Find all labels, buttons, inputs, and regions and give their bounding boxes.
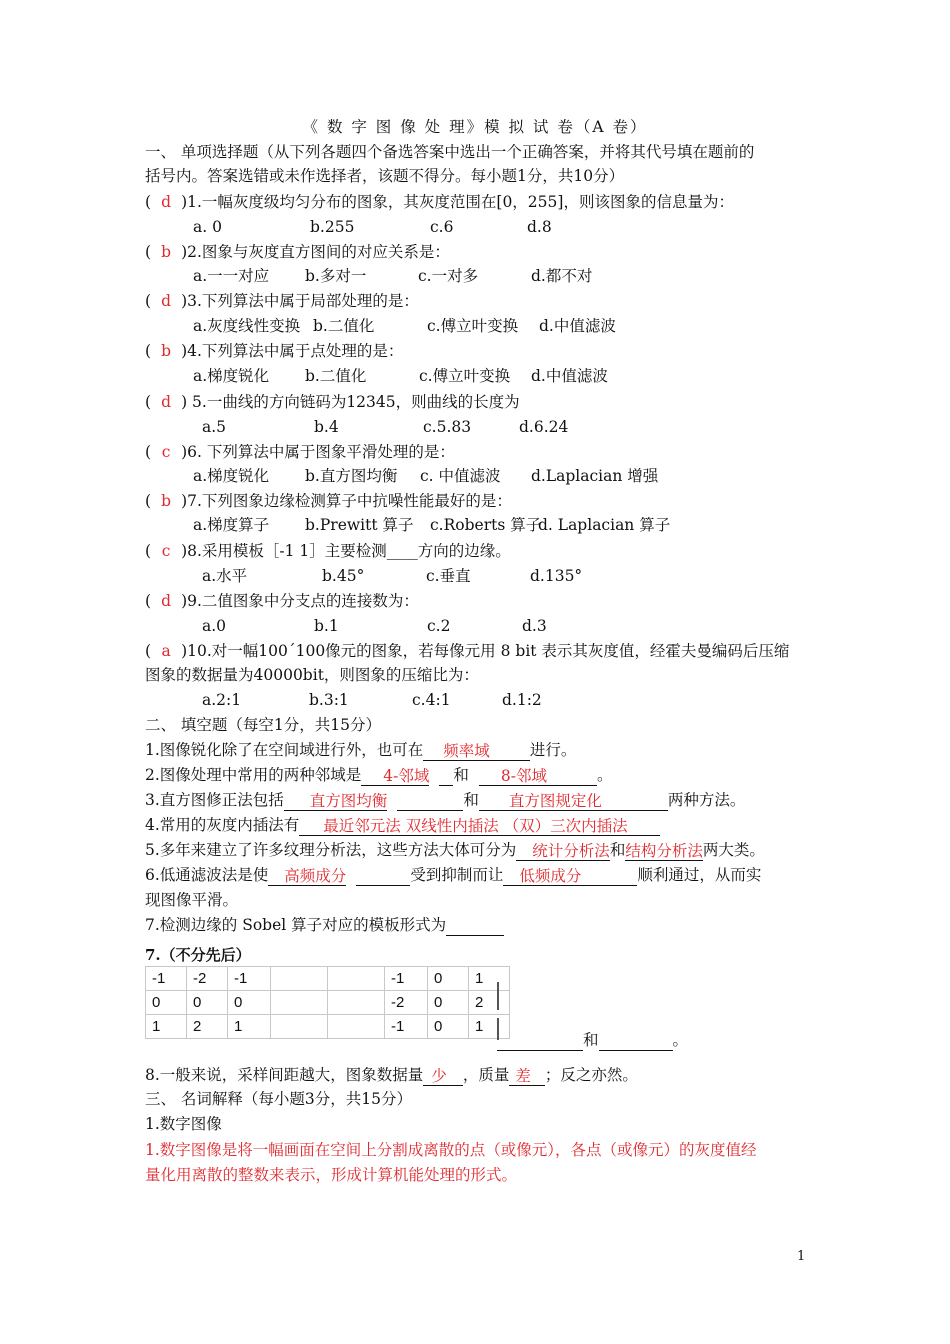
option-c: c.傅立叶变换 [419, 367, 511, 385]
blank-line [531, 1065, 545, 1086]
fill-3-pre: 3.直方图修正法包括 [145, 791, 284, 809]
option-a: a.一一对应 [193, 267, 270, 285]
option-b: b.Prewitt 算子 [305, 516, 414, 534]
fill-8-pre: 8.一般来说，采样间距越大，图象数据量 [145, 1066, 424, 1084]
question-5-text: ) 5.一曲线的方向链码为12345，则曲线的长度为 [181, 393, 520, 411]
fill-1-pre: 1.图像锐化除了在空间域进行外，也可在 [145, 741, 424, 759]
fill-3-answer-2: 直方图规定化 [508, 792, 602, 810]
option-a: a.梯度锐化 [193, 367, 270, 385]
option-c: c.4:1 [412, 691, 451, 709]
matrix-row [146, 1015, 510, 1039]
question-10: ( a )10.对一幅100´100像元的图象，若每像元用 8 bit 表示其灰度值，经霍夫曼编码后压缩 [145, 642, 790, 660]
blank-line [284, 790, 310, 811]
option-b: b.二值化 [305, 367, 367, 385]
term-question-1: 1.数字图像 [145, 1115, 222, 1133]
option-d: d.8 [527, 218, 552, 236]
question-3-text: )3.下列算法中属于局部处理的是： [181, 292, 419, 310]
blank-line [356, 865, 410, 886]
matrix-row [146, 991, 510, 1015]
matrix-empty-cell [328, 967, 385, 991]
answer-8: c [161, 542, 171, 560]
option-d: d.都不对 [531, 267, 593, 285]
option-b: b.直方图均衡 [305, 467, 398, 485]
fill-3-post: 两种方法。 [667, 791, 746, 809]
fill-8-mid: ，质量 [462, 1066, 510, 1084]
question-7-text: )7.下列图象边缘检测算子中抗噪性能最好的是： [181, 492, 512, 510]
term-answer-1-cont: 量化用离散的整数来表示，形成计算机能处理的形式。 [145, 1166, 518, 1184]
section1-heading-cont: 括号内。答案选错或未作选择者，该题不得分。每小题1分，共10分） [145, 167, 625, 185]
question-6: ( c )6. 下列算法中属于图象平滑处理的是： [145, 443, 455, 461]
fill-3-mid: 和 [463, 791, 479, 809]
matrix-cell: 0 [187, 991, 228, 1015]
sobel-answer-tail [497, 1029, 688, 1051]
fill-3-answer-1: 直方图均衡 [309, 792, 388, 810]
fill-2-mid: 和 [453, 766, 469, 784]
question-5: ( d ) 5.一曲线的方向链码为12345，则曲线的长度为 [145, 393, 520, 411]
blank-line [602, 790, 668, 811]
option-d: d. Laplacian 算子 [538, 516, 671, 534]
question-3: ( d )3.下列算法中属于局部处理的是： [145, 292, 419, 310]
fill-8-post: ；反之亦然。 [544, 1066, 638, 1084]
option-c: c.6 [430, 218, 454, 236]
blank-line [446, 915, 504, 936]
matrix-cell: 0 [428, 991, 469, 1015]
option-d: d.3 [522, 617, 547, 635]
option-d: d.中值滤波 [531, 367, 608, 385]
question-10-text: )10.对一幅100´100像元的图象，若每像元用 8 bit 表示其灰度值，经霍夫曼编码后压缩 [181, 642, 790, 660]
blank-line [516, 840, 532, 861]
matrix-cell: 1 [146, 1015, 187, 1039]
matrix-cell: -1 [146, 967, 187, 991]
option-b: b.1 [314, 617, 339, 635]
answer-7: b [161, 492, 172, 510]
fill-5-answer-1: 统计分析法 [532, 842, 610, 860]
matrix-cell: 0 [428, 1015, 469, 1039]
fill-4-pre: 4.常用的灰度内插法有 [145, 816, 300, 834]
answer-2: b [161, 243, 172, 261]
blank-line [439, 765, 453, 786]
blank-line [628, 815, 660, 836]
section2-heading: 二、 填空题（每空1分，共15分） [145, 716, 382, 734]
option-c: c.Roberts 算子 [430, 516, 542, 534]
matrix-cell: 1 [469, 1015, 510, 1039]
fill-6-pre: 6.低通滤波法是使 [145, 866, 269, 884]
blank-line [581, 865, 637, 886]
question-4-text: )4.下列算法中属于点处理的是： [181, 342, 404, 360]
matrix-cell: 1 [469, 967, 510, 991]
option-d: d.135° [530, 567, 583, 585]
fill-question-8 [145, 1064, 638, 1086]
fill-question-5 [145, 839, 765, 861]
matrix-cell: -2 [187, 967, 228, 991]
fill-5-pre: 5.多年来建立了许多纹理分析法，这些方法大体可分为 [145, 841, 517, 859]
fill-1-answer: 频率域 [443, 742, 490, 760]
fill-7-text: 7.检测边缘的 Sobel 算子对应的模板形式为 [145, 916, 447, 934]
blank-line [268, 865, 284, 886]
fill-2-pre: 2.图像处理中常用的两种邻域是 [145, 766, 362, 784]
option-a: a.梯度算子 [193, 516, 270, 534]
blank-line [503, 865, 519, 886]
question-1-text: )1.一幅灰度级均匀分布的图象，其灰度范围在[0，255]，则该图象的信息量为： [181, 193, 734, 211]
fill-5-post: 两大类。 [702, 841, 765, 859]
blank-line [547, 765, 597, 786]
option-c: c.垂直 [426, 567, 471, 585]
fill-2-post: 。 [597, 766, 613, 784]
matrix-cell: 0 [146, 991, 187, 1015]
question-8-text: )8.采用模板［-1 1］主要检测____方向的边缘。 [181, 542, 511, 560]
option-a: a.2:1 [202, 691, 242, 709]
fill-question-6-cont: 现图像平滑。 [145, 891, 239, 909]
matrix-row [146, 967, 510, 991]
question-10-text-cont: 图象的数据量为40000bit，则图象的压缩比为： [145, 666, 479, 684]
question-7: ( b )7.下列图象边缘检测算子中抗噪性能最好的是： [145, 492, 512, 510]
option-a: a.梯度锐化 [193, 467, 270, 485]
option-c: c.傅立叶变换 [427, 317, 519, 335]
answer-10: a [161, 642, 171, 660]
fill-6-answer-2: 低频成分 [519, 867, 582, 885]
option-c: c.2 [427, 617, 451, 635]
matrix-cell: 0 [228, 991, 271, 1015]
question-1: ( d )1.一幅灰度级均匀分布的图象，其灰度范围在[0，255]，则该图象的信息量为： [145, 193, 734, 211]
option-c: c.5.83 [423, 418, 472, 436]
option-a: a. 0 [193, 218, 222, 236]
page-number: 1 [797, 1249, 806, 1264]
question-2-text: )2.图象与灰度直方图间的对应关系是： [181, 243, 450, 261]
answer-5: d [161, 393, 172, 411]
matrix-empty-cell [271, 967, 328, 991]
blank-line [490, 740, 530, 761]
blank-line [447, 1065, 463, 1086]
matrix-cell: -1 [228, 967, 271, 991]
answer-6: c [161, 443, 171, 461]
blank-line [423, 740, 443, 761]
blank-line [361, 765, 383, 786]
option-a: a.灰度线性变换 [193, 317, 301, 335]
sobel-matrix-table [145, 966, 510, 1039]
blank-line [479, 765, 501, 786]
fill-question-1 [145, 739, 576, 761]
question-9: ( d )9.二值图象中分支点的连接数为： [145, 592, 419, 610]
sobel-tail-mid: 和 [583, 1031, 599, 1049]
blank-line [599, 1030, 673, 1051]
fill-2-answer-2: 8-邻域 [500, 767, 548, 785]
section1-heading: 一、 单项选择题（从下列各题四个备选答案中选出一个正确答案，并将其代号填在题前的 [145, 143, 755, 161]
fill-2-answer-1: 4-邻域 [383, 767, 430, 785]
term-answer-1: 1.数字图像是将一幅画面在空间上分割成离散的点（或像元），各点（或像元）的灰度值经 [145, 1141, 757, 1159]
blank-line [423, 1065, 431, 1086]
option-a: a.5 [202, 418, 227, 436]
option-b: b.多对一 [305, 267, 367, 285]
option-b: b.4 [314, 418, 339, 436]
option-a: a.0 [202, 617, 227, 635]
question-9-text: )9.二值图象中分支点的连接数为： [181, 592, 419, 610]
matrix-empty-cell [328, 991, 385, 1015]
fill-question-4 [145, 814, 660, 836]
option-b: b.255 [310, 218, 355, 236]
matrix-empty-cell [328, 1015, 385, 1039]
sobel-note: 7.（不分先后） [145, 946, 251, 964]
answer-9: d [161, 592, 172, 610]
fill-question-2 [145, 764, 613, 786]
blank-line [479, 790, 509, 811]
matrix-cell: 2 [469, 991, 510, 1015]
question-2: ( b )2.图象与灰度直方图间的对应关系是： [145, 243, 450, 261]
matrix-cell: 1 [228, 1015, 271, 1039]
section3-heading: 三、 名词解释（每小题3分，共15分） [145, 1090, 413, 1108]
fill-4-answer: 最近邻元法 双线性内插法 （双）三次内插法 [323, 817, 628, 835]
option-d: d.Laplacian 增强 [531, 467, 659, 485]
option-a: a.水平 [202, 567, 248, 585]
question-8: ( c )8.采用模板［-1 1］主要检测____方向的边缘。 [145, 542, 511, 560]
fill-5-mid: 和 [609, 841, 626, 859]
option-b: b.二值化 [313, 317, 375, 335]
fill-1-post: 进行。 [529, 741, 577, 759]
fill-question-6 [145, 864, 761, 886]
option-c: c. 中值滤波 [420, 467, 501, 485]
answer-4: b [161, 342, 172, 360]
fill-6-answer-1: 高频成分 [284, 867, 347, 885]
matrix-bracket-mark [497, 982, 499, 1010]
matrix-cell: -1 [385, 967, 428, 991]
option-d: d.中值滤波 [539, 317, 616, 335]
matrix-cell: -2 [385, 991, 428, 1015]
fill-question-3 [145, 789, 745, 811]
question-6-text: )6. 下列算法中属于图象平滑处理的是： [181, 443, 455, 461]
answer-1: d [161, 193, 172, 211]
fill-question-7 [145, 914, 504, 936]
blank-line [397, 790, 463, 811]
sobel-tail-end: 。 [672, 1031, 689, 1049]
option-d: d.6.24 [519, 418, 569, 436]
fill-5-answer-2: 结构分析法 [625, 842, 703, 860]
matrix-cell: 2 [187, 1015, 228, 1039]
question-4: ( b )4.下列算法中属于点处理的是： [145, 342, 404, 360]
fill-6-post: 顺利通过，从而实 [637, 866, 762, 884]
fill-6-mid: 受到抑制而让 [410, 866, 504, 884]
fill-8-answer-1: 少 [431, 1067, 447, 1085]
option-d: d.1:2 [502, 691, 542, 709]
option-c: c.一对多 [418, 267, 479, 285]
fill-8-answer-2: 差 [515, 1067, 531, 1085]
blank-line [299, 815, 323, 836]
option-b: b.3:1 [309, 691, 349, 709]
matrix-cell: -1 [385, 1015, 428, 1039]
matrix-empty-cell [271, 1015, 328, 1039]
option-b: b.45° [322, 567, 365, 585]
answer-3: d [161, 292, 172, 310]
matrix-empty-cell [271, 991, 328, 1015]
blank-line [497, 1030, 583, 1051]
page-title: 《 数 字 图 像 处 理》模 拟 试 卷（A 卷） [302, 118, 648, 136]
matrix-cell: 0 [428, 967, 469, 991]
